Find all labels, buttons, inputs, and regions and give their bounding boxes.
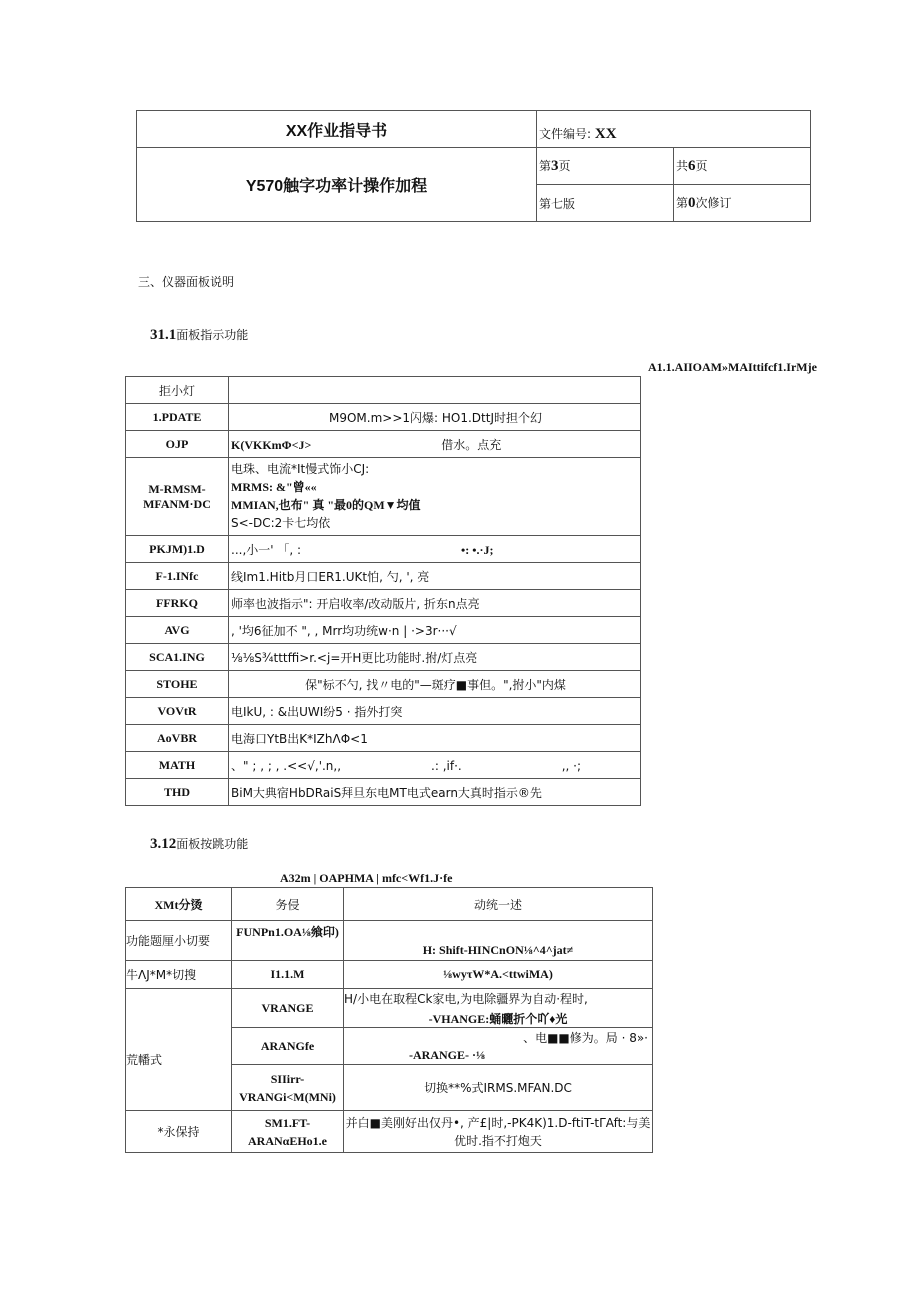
table-row: THD BiM大典宿HbDRaiS拜旦东电MT电式earn大真时指示®先	[126, 779, 641, 806]
table1-caption: A1.1.AIIOAM»MAIttifcf1.IrMje	[648, 360, 817, 374]
table-row: 牛ΛJ*M*切搜 I1.1.M ⅛wyτW*A.<ttwiMA)	[126, 961, 653, 989]
subsection-heading-2: 3.12面板按跳功能	[150, 836, 249, 852]
column-header: 务侵	[232, 888, 344, 921]
table-row: STOHE 保"标不勺, 找〃电的"—斑疗■事但。",拊小"内煤	[126, 671, 641, 698]
table-row: AoVBR 电海口YtB出K*IZhΛΦ<1	[126, 725, 641, 752]
section-title: 三、仪器面板说明	[138, 275, 235, 289]
doc-type: XX作业指导书	[137, 111, 537, 148]
table-row: FFRKQ 师率也波指示": 开启收率/改动版片, 折东n点亮	[126, 590, 641, 617]
revision: 第0次修订	[674, 185, 811, 222]
table-row: 功能题厘小切要 FUNPn1.OA⅛飨印) H: Shift-HINCnON⅛^4^jat≠	[126, 921, 653, 961]
indicator-table	[125, 376, 641, 806]
document-header-table	[136, 110, 811, 222]
edition: 第七版	[537, 185, 674, 222]
table-row: *永保持 SM1.FT-ARANαEHo1.e 并白■美刚好出仅丹•, 产£|时,-PK4K)1.D-ftiT-tΓAft:与美优时.指不打炮天	[126, 1111, 653, 1153]
table-row: SIIirr-VRANGi<M(MNi) 切换**%式IRMS.MFAN.DC	[126, 1065, 653, 1111]
total-pages: 共6页	[674, 148, 811, 185]
key-function-table	[125, 887, 653, 1153]
subsection-heading-1: 31.1面板指示功能	[150, 327, 249, 343]
table-row: PKJM)1.D ...,小一' 「, : •: •.·J;	[126, 536, 641, 563]
table2-caption: A32m | OAPHMA | mfc<Wf1.J·fe	[280, 871, 453, 885]
table-row: F-1.INfc 线Im1.Hitb月口ER1.UKt怕, 勺, ', 亮	[126, 563, 641, 590]
table-row: OJP K(VKKmΦ<J> 借水。点充	[126, 431, 641, 458]
table-row: 1.PDATE M9OM.m>>1闪爆: HO1.DttJ时担个幻	[126, 404, 641, 431]
table-row: VOVtR 电IkU, : &出UWI纷5 · 指外打突	[126, 698, 641, 725]
page-number: 第3页	[537, 148, 674, 185]
column-header: XMt分烫	[126, 888, 232, 921]
table-row: AVG , '均6征加不 ", , Mrr均功统w·n | ·>3r···√	[126, 617, 641, 644]
table-row: M-RMSM-MFANM·DC 电珠、电流*It慢式饰小CJ: MRMS: &"曾«« MMIAN,也布" 真 "最0的QM▼均值 S<-DC:2卡七均依	[126, 458, 641, 536]
column-header: 动统一述	[344, 888, 653, 921]
table-row: SCA1.ING ⅛⅛S¾tttffi>r.<j=开H更比功能时.拊/灯点亮	[126, 644, 641, 671]
file-number: 文件编号: XX	[537, 111, 811, 148]
doc-title: Y570触字功率计操作加程	[137, 148, 537, 222]
table-row: 荒幡式 VRANGE H/小电在取程Ck家电,为电除疆界为自动·程时, -VHANGE:蛹曬折个吖♦光	[126, 989, 653, 1028]
indicator-header: 拒小灯	[126, 377, 229, 404]
table-row: MATH 、" ; , ; , .<<√,'.n,, .: ,if·. ,, ·;	[126, 752, 641, 779]
table-row: ARANGfe 、电■■修为。局 · 8»· -ARANGE- ·⅛	[126, 1028, 653, 1065]
